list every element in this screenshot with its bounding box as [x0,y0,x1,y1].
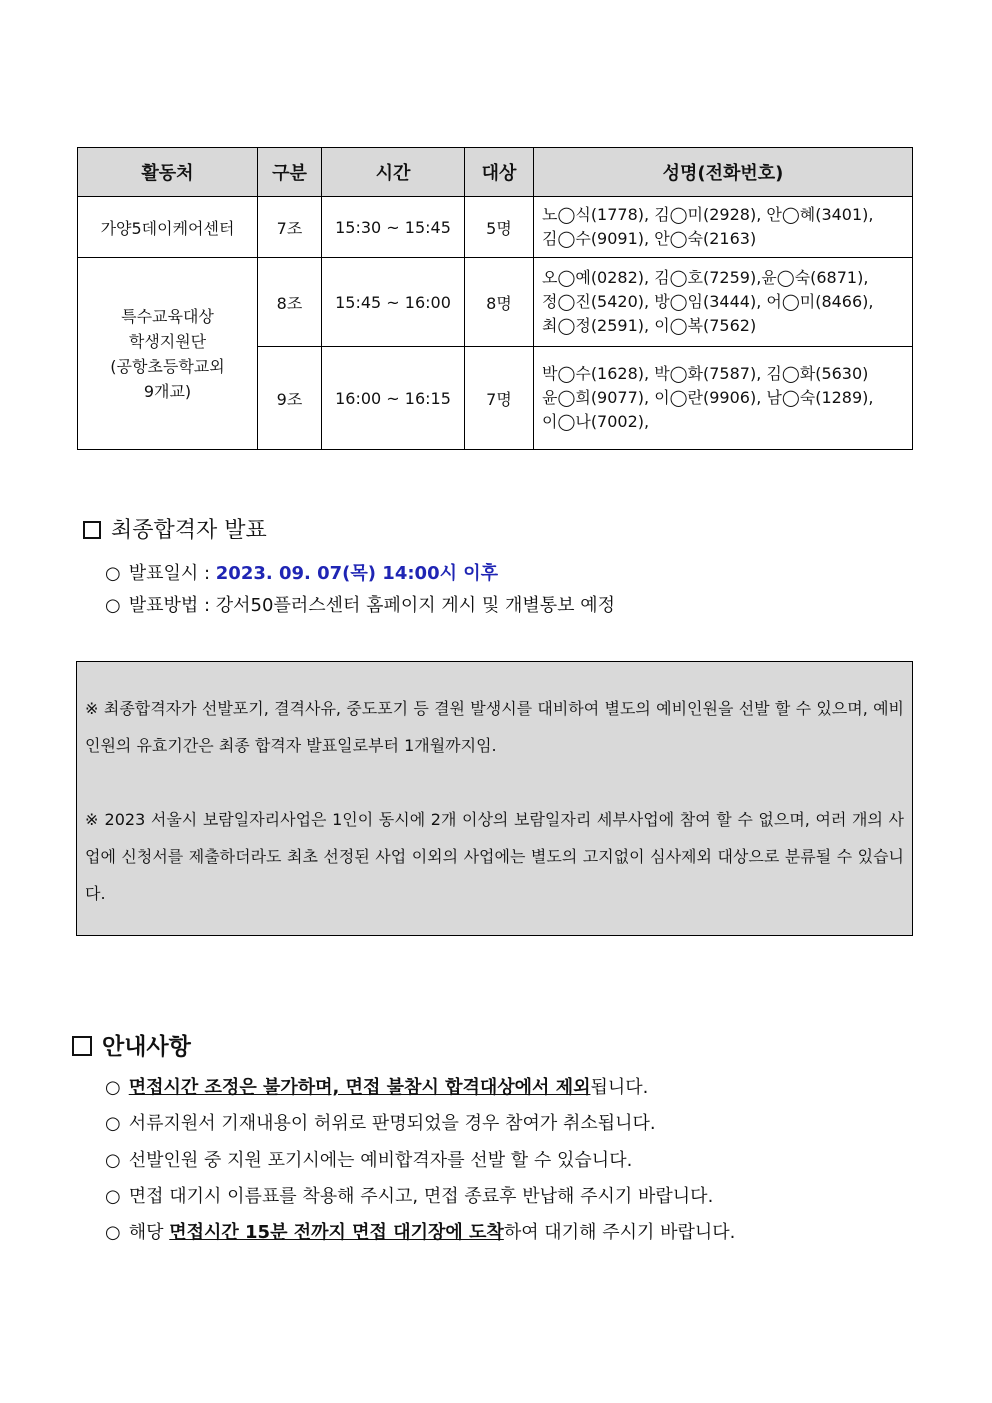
checkbox-square-icon [83,521,101,539]
guide-item [105,1146,632,1172]
final-method-line [105,591,615,617]
final-title-text: 최종합격자 발표 [111,518,267,543]
date-label: 발표일시 : [128,563,216,584]
cell-place: 가양5데이케어센터 [78,197,258,258]
names-line: 이◯나(7002), [542,412,650,431]
names-line: 김◯수(9091), 안◯숙(2163) [542,229,757,248]
cell-count: 7명 [465,347,534,450]
cell-time: 16:00 ~ 16:15 [322,347,465,450]
names-line: 최◯정(2591), 이◯복(7562) [542,316,757,335]
guide-text: 면접 대기시 이름표를 착용해 주시고, 면접 종료후 반납해 주시기 바랍니다. [128,1186,714,1207]
cell-count: 8명 [465,258,534,347]
names-line: 노◯식(1778), 김◯미(2928), 안◯혜(3401), [542,205,874,224]
cell-time: 15:30 ~ 15:45 [322,197,465,258]
header-count: 대상 [465,148,534,197]
guide-item [105,1218,735,1244]
names-line: 윤◯희(9077), 이◯란(9906), 남◯숙(1289), [542,388,874,407]
guide-item [105,1182,713,1208]
table-row [78,258,913,347]
notice-box [76,661,913,936]
cell-group: 8조 [258,258,322,347]
cell-names [534,197,913,258]
checkbox-square-icon [72,1036,92,1056]
final-section-title [83,513,267,544]
circle-bullet-icon: ○ [105,1077,121,1098]
cell-names [534,347,913,450]
header-place: 활동처 [78,148,258,197]
circle-bullet-icon: ○ [105,1113,121,1134]
notice-paragraph: ※ 최종합격자가 선발포기, 결격사유, 중도포기 등 결원 발생시를 대비하여 별도의 예비인원을 선발 할 수 있으며, 예비 인원의 유효기간은 최종 합격자 발표일로부터 1개월까지임. [85,699,904,755]
circle-bullet-icon: ○ [105,1186,121,1207]
guide-emphasis: 면접시간 조정은 불가하며, 면접 불참시 합격대상에서 제외 [128,1077,591,1098]
place-line: 9개교) [143,381,192,401]
names-line: 박◯수(1628), 박◯화(7587), 김◯화(5630) [542,364,869,383]
guide-item [105,1073,648,1099]
place-line: 학생지원단 [128,331,207,351]
circle-bullet-icon: ○ [105,595,121,616]
guide-emphasis: 면접시간 15분 전까지 면접 대기장에 도착 [169,1222,504,1243]
final-date-line [105,559,498,585]
method-text: 발표방법 : 강서50플러스센터 홈페이지 게시 및 개별통보 예정 [128,595,616,616]
guide-title-text: 안내사항 [102,1034,191,1060]
header-names: 성명(전화번호) [534,148,913,197]
cell-group: 7조 [258,197,322,258]
names-line: 정◯진(5420), 방◯임(3444), 어◯미(8466), [542,292,874,311]
table-row [78,197,913,258]
guide-text: 선발인원 중 지원 포기시에는 예비합격자를 선발 할 수 있습니다. [128,1150,633,1171]
names-line: 오◯예(0282), 김◯호(7259),윤◯숙(6871), [542,268,869,287]
circle-bullet-icon: ○ [105,563,121,584]
place-line: (공항초등학교외 [110,356,225,376]
guide-item [105,1109,656,1135]
guide-text: 됩니다. [590,1077,649,1098]
cell-names [534,258,913,347]
header-time: 시간 [322,148,465,197]
table-header-row [78,148,913,197]
notice-paragraph: ※ 2023 서울시 보람일자리사업은 1인이 동시에 2개 이상의 보람일자리 세부사업에 참여 할 수 없으며, 여러 개의 사업에 신청서를 제출하더라도 최초 선정된 사업 이외의 사업에는 별도의 고지없이 심사제외 대상으로 분류될 수 있습니다. [85,810,904,903]
guide-section-title [72,1028,191,1061]
guide-text: 하여 대기해 주시기 바랍니다. [503,1222,736,1243]
guide-text: 서류지원서 기재내용이 허위로 판명되었을 경우 참여가 취소됩니다. [128,1113,656,1134]
date-value: 2023. 09. 07(목) 14:00시 이후 [215,563,499,584]
cell-count: 5명 [465,197,534,258]
cell-place [78,258,258,450]
guide-text: 해당 [128,1222,170,1243]
circle-bullet-icon: ○ [105,1222,121,1243]
schedule-table [77,147,913,450]
circle-bullet-icon: ○ [105,1150,121,1171]
place-line: 특수교육대상 [121,306,214,326]
cell-group: 9조 [258,347,322,450]
header-group: 구분 [258,148,322,197]
cell-time: 15:45 ~ 16:00 [322,258,465,347]
